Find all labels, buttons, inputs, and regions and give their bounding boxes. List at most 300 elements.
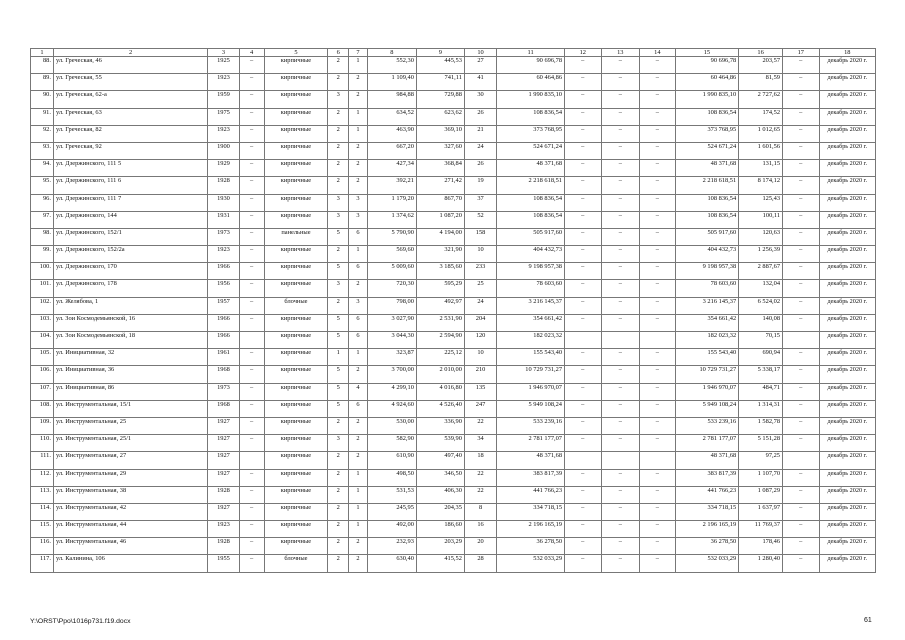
table-cell: – [239, 246, 264, 263]
table-cell: 2 [328, 503, 349, 520]
table-cell [565, 452, 602, 469]
table-cell: 186,60 [416, 521, 464, 538]
table-cell: кирпичные [264, 57, 328, 74]
table-cell: – [783, 503, 820, 520]
table-cell: 1 012,65 [739, 125, 783, 142]
table-cell: кирпичные [264, 332, 328, 349]
table-cell: 2 [328, 452, 349, 469]
table-cell: декабрь 2020 г. [819, 555, 875, 572]
table-cell [640, 452, 675, 469]
table-cell: 4 299,10 [367, 383, 416, 400]
table-cell: 125,43 [739, 194, 783, 211]
table-cell: 26 [464, 160, 496, 177]
table-cell: 720,30 [367, 280, 416, 297]
table-cell: – [239, 469, 264, 486]
table-cell: 2 [328, 555, 349, 572]
table-cell: 1966 [208, 314, 239, 331]
table-cell: 2 [349, 280, 368, 297]
table-cell: 1927 [208, 417, 239, 434]
table-cell: – [565, 57, 602, 74]
table-cell: – [565, 246, 602, 263]
table-cell: 2 [349, 435, 368, 452]
table-cell: 533 239,16 [675, 417, 739, 434]
table-cell: 2 [349, 366, 368, 383]
table-cell: – [565, 228, 602, 245]
table-cell: 117. [31, 555, 54, 572]
table-cell: 1923 [208, 246, 239, 263]
table-cell: 106. [31, 366, 54, 383]
table-cell: – [565, 280, 602, 297]
table-cell: кирпичные [264, 400, 328, 417]
table-cell: – [783, 297, 820, 314]
table-cell: 204 [464, 314, 496, 331]
table-cell: – [239, 263, 264, 280]
table-cell: 6 [349, 228, 368, 245]
table-cell: 203,57 [739, 57, 783, 74]
table-cell: декабрь 2020 г. [819, 194, 875, 211]
table-cell: декабрь 2020 г. [819, 91, 875, 108]
table-cell: 4 194,00 [416, 228, 464, 245]
table-cell: ул. Греческая, 55 [53, 74, 207, 91]
table-cell: 107. [31, 383, 54, 400]
table-cell: 1 087,29 [739, 486, 783, 503]
table-cell: 5 [328, 332, 349, 349]
table-cell: 103. [31, 314, 54, 331]
table-cell: 178,46 [739, 538, 783, 555]
table-cell: – [783, 57, 820, 74]
table-cell: 1955 [208, 555, 239, 572]
table-cell: 3 [349, 297, 368, 314]
table-cell: ул. Дзержинского, 144 [53, 211, 207, 228]
table-cell: – [783, 91, 820, 108]
table-cell: 533 239,16 [497, 417, 565, 434]
table-cell: – [239, 125, 264, 142]
table-cell: – [239, 297, 264, 314]
table-cell: 369,10 [416, 125, 464, 142]
table-cell: 135 [464, 383, 496, 400]
table-cell: 3 027,90 [367, 314, 416, 331]
table-cell: 96. [31, 194, 54, 211]
table-cell: 492,97 [416, 297, 464, 314]
table-cell: ул. Инициативная, 86 [53, 383, 207, 400]
table-cell: – [640, 108, 675, 125]
table-cell: декабрь 2020 г. [819, 142, 875, 159]
table-cell: 1928 [208, 538, 239, 555]
table-cell: – [601, 538, 640, 555]
table-cell [239, 332, 264, 349]
table-cell: ул. Дзержинского, 111 7 [53, 194, 207, 211]
table-cell: ул. Инструментальная, 15/1 [53, 400, 207, 417]
table-cell: – [783, 263, 820, 280]
table-cell: декабрь 2020 г. [819, 297, 875, 314]
table-cell: 690,94 [739, 349, 783, 366]
table-cell: 336,90 [416, 417, 464, 434]
table-cell: кирпичные [264, 280, 328, 297]
table-cell: 18 [464, 452, 496, 469]
table-cell: – [565, 314, 602, 331]
table-cell: 441 766,23 [675, 486, 739, 503]
table-cell: – [239, 142, 264, 159]
table-row [31, 297, 876, 314]
table-cell: 530,00 [367, 417, 416, 434]
table-cell: – [640, 417, 675, 434]
table-cell: 1 280,40 [739, 555, 783, 572]
table-cell: декабрь 2020 г. [819, 383, 875, 400]
table-cell: 9 198 957,38 [497, 263, 565, 280]
table-cell: – [565, 108, 602, 125]
table-cell: ул. Калинина, 106 [53, 555, 207, 572]
table-cell: 120,63 [739, 228, 783, 245]
table-cell: декабрь 2020 г. [819, 469, 875, 486]
table-cell: 532 033,29 [497, 555, 565, 572]
table-cell: 552,30 [367, 57, 416, 74]
table-row [31, 160, 876, 177]
document-path: Y:\ORST\Ppo\1016p731.f19.docx [30, 618, 131, 625]
table-cell: 102. [31, 297, 54, 314]
table-cell: 3 [349, 194, 368, 211]
table-cell: – [601, 366, 640, 383]
table-cell: ул. Инструментальная, 25 [53, 417, 207, 434]
table-cell: панельные [264, 228, 328, 245]
table-cell: 8 174,12 [739, 177, 783, 194]
table-cell: декабрь 2020 г. [819, 125, 875, 142]
table-cell: 2 [328, 108, 349, 125]
table-cell: – [783, 194, 820, 211]
table-cell: 1928 [208, 486, 239, 503]
table-row [31, 383, 876, 400]
table-cell: 2 [328, 469, 349, 486]
table-cell: 729,88 [416, 91, 464, 108]
table-cell: декабрь 2020 г. [819, 263, 875, 280]
table-cell: – [565, 142, 602, 159]
table-cell: 10 729 731,27 [675, 366, 739, 383]
table-cell: 2 [349, 74, 368, 91]
table-cell: 984,88 [367, 91, 416, 108]
table-cell: 505 917,60 [497, 228, 565, 245]
table-cell: – [783, 349, 820, 366]
table-cell: 10 [464, 349, 496, 366]
table-cell: – [601, 91, 640, 108]
table-cell: 22 [464, 486, 496, 503]
table-row [31, 228, 876, 245]
register-sheet [30, 48, 876, 573]
table-cell: – [239, 194, 264, 211]
table-cell: – [783, 246, 820, 263]
table-cell: – [640, 435, 675, 452]
table-cell: кирпичные [264, 383, 328, 400]
table-cell: 233 [464, 263, 496, 280]
table-cell: 1928 [208, 177, 239, 194]
table-cell: 1927 [208, 503, 239, 520]
table-cell: 271,42 [416, 177, 464, 194]
table-cell: – [640, 400, 675, 417]
table-cell: 582,90 [367, 435, 416, 452]
table-cell: – [601, 194, 640, 211]
table-cell: – [640, 280, 675, 297]
table-cell: 26 [464, 108, 496, 125]
table-cell: 8 [464, 503, 496, 520]
table-cell: 16 [464, 521, 496, 538]
table-cell: 48 371,68 [497, 452, 565, 469]
table-cell: 3 700,00 [367, 366, 416, 383]
table-cell: декабрь 2020 г. [819, 280, 875, 297]
table-cell: 37 [464, 194, 496, 211]
table-cell: 78 603,60 [675, 280, 739, 297]
table-cell: 373 768,95 [675, 125, 739, 142]
table-cell: 2 010,00 [416, 366, 464, 383]
table-cell: 2 [328, 486, 349, 503]
table-cell: 1968 [208, 366, 239, 383]
table-cell: 60 464,86 [675, 74, 739, 91]
table-row [31, 108, 876, 125]
table-cell: – [239, 383, 264, 400]
column-number: 1 [31, 49, 54, 57]
table-cell: 3 185,60 [416, 263, 464, 280]
table-cell: 232,93 [367, 538, 416, 555]
table-cell: декабрь 2020 г. [819, 452, 875, 469]
table-cell: 19 [464, 177, 496, 194]
table-cell: декабрь 2020 г. [819, 74, 875, 91]
table-row [31, 246, 876, 263]
table-cell: – [640, 366, 675, 383]
table-cell: 2 781 177,07 [497, 435, 565, 452]
table-cell: 120 [464, 332, 496, 349]
table-cell: 392,21 [367, 177, 416, 194]
table-cell: ул. Дзержинского, 170 [53, 263, 207, 280]
table-cell: 4 924,60 [367, 400, 416, 417]
table-cell: 104. [31, 332, 54, 349]
column-number: 4 [239, 49, 264, 57]
table-cell: 2 196 165,19 [497, 521, 565, 538]
table-cell: кирпичные [264, 417, 328, 434]
table-cell: – [565, 91, 602, 108]
column-number: 16 [739, 49, 783, 57]
table-cell: 1 [328, 349, 349, 366]
column-number: 13 [601, 49, 640, 57]
table-cell: – [783, 555, 820, 572]
table-cell: – [640, 228, 675, 245]
table-cell: 1 582,78 [739, 417, 783, 434]
table-cell: – [565, 211, 602, 228]
table-row [31, 194, 876, 211]
table-cell: – [601, 486, 640, 503]
table-cell: – [565, 349, 602, 366]
column-number: 12 [565, 49, 602, 57]
column-number: 18 [819, 49, 875, 57]
table-cell: 1 [349, 486, 368, 503]
table-cell: – [565, 469, 602, 486]
table-cell: 1 [349, 503, 368, 520]
table-cell [565, 332, 602, 349]
table-cell [601, 452, 640, 469]
table-cell: ул. Инициативная, 32 [53, 349, 207, 366]
table-row [31, 538, 876, 555]
table-cell: – [601, 314, 640, 331]
table-cell: – [640, 142, 675, 159]
table-cell: 100. [31, 263, 54, 280]
table-cell: 110. [31, 435, 54, 452]
table-cell: – [565, 194, 602, 211]
table-row [31, 142, 876, 159]
table-cell: – [601, 297, 640, 314]
table-cell: – [565, 383, 602, 400]
table-cell: ул. Инструментальная, 25/1 [53, 435, 207, 452]
table-cell: 5 [328, 383, 349, 400]
table-cell: – [640, 57, 675, 74]
table-cell: 532 033,29 [675, 555, 739, 572]
table-cell: 210 [464, 366, 496, 383]
table-cell: 2 [328, 246, 349, 263]
table-cell: – [239, 503, 264, 520]
table-cell: декабрь 2020 г. [819, 228, 875, 245]
table-cell: 368,84 [416, 160, 464, 177]
table-cell: декабрь 2020 г. [819, 160, 875, 177]
table-cell: – [783, 417, 820, 434]
table-cell: 108 836,54 [497, 194, 565, 211]
table-cell: – [565, 125, 602, 142]
table-cell: – [239, 366, 264, 383]
table-cell: 2 [328, 142, 349, 159]
table-cell: 158 [464, 228, 496, 245]
column-number: 10 [464, 49, 496, 57]
table-cell: 52 [464, 211, 496, 228]
column-number: 5 [264, 49, 328, 57]
table-cell: 182 023,32 [497, 332, 565, 349]
table-row [31, 435, 876, 452]
table-cell: – [239, 280, 264, 297]
table-cell: – [783, 74, 820, 91]
table-cell: – [239, 538, 264, 555]
table-cell: 2 [349, 555, 368, 572]
table-cell: 404 432,73 [497, 246, 565, 263]
table-cell: 2 [328, 74, 349, 91]
table-cell: – [783, 314, 820, 331]
table-cell: ул. Греческая, 62-а [53, 91, 207, 108]
table-cell: ул. Желябова, 1 [53, 297, 207, 314]
table-cell: – [640, 538, 675, 555]
table-cell: 321,90 [416, 246, 464, 263]
table-cell: 6 [349, 400, 368, 417]
column-number: 9 [416, 49, 464, 57]
table-cell: 155 543,40 [675, 349, 739, 366]
table-cell: 354 661,42 [675, 314, 739, 331]
table-cell: 70,15 [739, 332, 783, 349]
table-row [31, 280, 876, 297]
table-cell: ул. Зои Космодемьянской, 18 [53, 332, 207, 349]
table-cell: кирпичные [264, 349, 328, 366]
column-number-row [31, 49, 876, 57]
table-cell: – [565, 263, 602, 280]
table-cell: – [239, 91, 264, 108]
table-cell: ул. Инструментальная, 38 [53, 486, 207, 503]
table-cell: 1956 [208, 280, 239, 297]
table-cell: 445,53 [416, 57, 464, 74]
table-cell: декабрь 2020 г. [819, 486, 875, 503]
table-cell: 97,25 [739, 452, 783, 469]
table-cell: – [783, 125, 820, 142]
table-cell: – [783, 211, 820, 228]
table-cell: 373 768,95 [497, 125, 565, 142]
table-cell: 1973 [208, 228, 239, 245]
table-cell: 48 371,68 [497, 160, 565, 177]
table-cell: 441 766,23 [497, 486, 565, 503]
table-cell: – [640, 194, 675, 211]
table-cell: 1 087,20 [416, 211, 464, 228]
table-cell: – [601, 417, 640, 434]
column-number: 3 [208, 49, 239, 57]
table-cell: 182 023,32 [675, 332, 739, 349]
table-cell: 3 [328, 280, 349, 297]
table-cell: декабрь 2020 г. [819, 503, 875, 520]
table-cell: декабрь 2020 г. [819, 366, 875, 383]
table-cell: 3 [349, 211, 368, 228]
table-cell: 10 [464, 246, 496, 263]
table-cell [640, 332, 675, 349]
table-cell: кирпичные [264, 538, 328, 555]
table-cell: 78 603,60 [497, 280, 565, 297]
table-cell: 630,40 [367, 555, 416, 572]
table-cell: 3 [328, 211, 349, 228]
table-cell: – [783, 469, 820, 486]
table-cell: 41 [464, 74, 496, 91]
table-cell: – [239, 228, 264, 245]
table-cell: 406,30 [416, 486, 464, 503]
table-cell: 105. [31, 349, 54, 366]
table-cell: 108 836,54 [675, 194, 739, 211]
table-cell: 2 [328, 297, 349, 314]
column-number: 15 [675, 49, 739, 57]
table-cell: ул. Инструментальная, 46 [53, 538, 207, 555]
table-cell: – [783, 383, 820, 400]
table-cell: 798,00 [367, 297, 416, 314]
table-cell: 1 109,40 [367, 74, 416, 91]
table-cell: – [783, 108, 820, 125]
table-cell: декабрь 2020 г. [819, 521, 875, 538]
table-cell: – [565, 521, 602, 538]
table-cell: – [783, 366, 820, 383]
table-row [31, 521, 876, 538]
table-cell: – [239, 177, 264, 194]
table-cell: – [640, 263, 675, 280]
table-row [31, 400, 876, 417]
table-row [31, 177, 876, 194]
column-number: 8 [367, 49, 416, 57]
table-cell: 1923 [208, 74, 239, 91]
table-cell: – [239, 57, 264, 74]
table-cell: ул. Дзержинского, 152/2а [53, 246, 207, 263]
table-cell: 1 107,70 [739, 469, 783, 486]
table-cell: 1927 [208, 435, 239, 452]
table-cell: 1923 [208, 125, 239, 142]
table-cell: – [239, 417, 264, 434]
table-cell: 6 [349, 263, 368, 280]
table-cell: 1 179,20 [367, 194, 416, 211]
table-cell: 1927 [208, 469, 239, 486]
table-cell: декабрь 2020 г. [819, 177, 875, 194]
table-cell: 1 946 970,07 [497, 383, 565, 400]
table-cell: 5 [328, 314, 349, 331]
table-row [31, 57, 876, 74]
table-cell: 354 661,42 [497, 314, 565, 331]
table-cell: – [565, 417, 602, 434]
table-cell: 2 [349, 452, 368, 469]
table-cell: 21 [464, 125, 496, 142]
table-row [31, 366, 876, 383]
table-cell: кирпичные [264, 469, 328, 486]
table-cell: ул. Инструментальная, 44 [53, 521, 207, 538]
table-cell: 25 [464, 280, 496, 297]
table-cell [783, 452, 820, 469]
